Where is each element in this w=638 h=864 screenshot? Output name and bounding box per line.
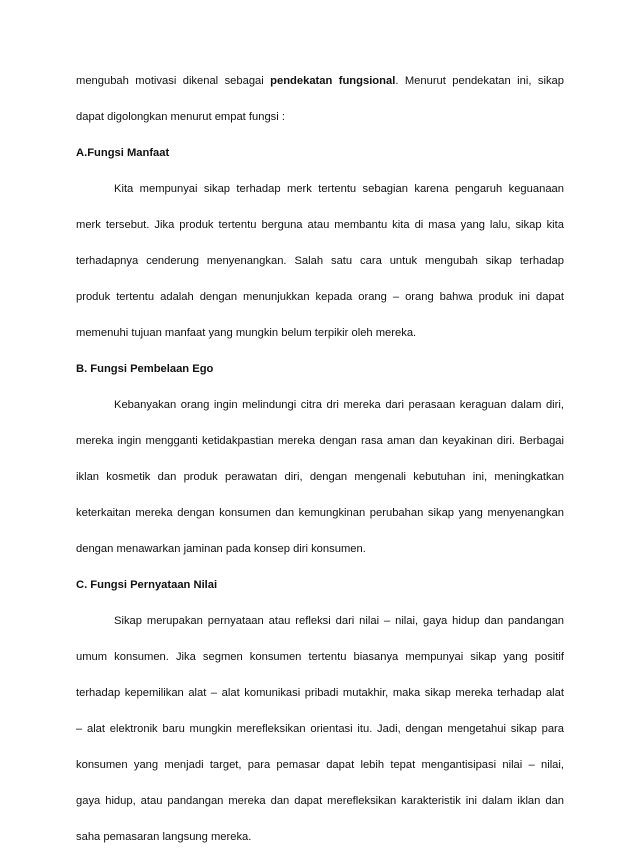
section-b-line: iklan kosmetik dan produk perawatan diri, dengan mengenali kebutuhan ini, meningkatkan [76, 471, 564, 483]
section-b-line: mereka ingin mengganti ketidakpastian mereka dengan rasa aman dan keyakinan diri. Berbagai [76, 435, 564, 447]
section-c-line: saha pemasaran langsung mereka. [76, 831, 252, 843]
intro-bold-term: pendekatan fungsional [270, 75, 396, 87]
section-b-heading: B. Fungsi Pembelaan Ego [76, 363, 214, 375]
section-a-heading: A.Fungsi Manfaat [76, 147, 170, 159]
section-a-line: Kita mempunyai sikap terhadap merk tertentu sebagian karena pengaruh keguanaan [114, 183, 564, 195]
section-a-line: terhadapnya cenderung menyenangkan. Salah satu cara untuk mengubah sikap terhadap [76, 255, 564, 267]
intro-line-1 [76, 72, 564, 90]
section-c-heading: C. Fungsi Pernyataan Nilai [76, 579, 218, 591]
section-c-line: – alat elektronik baru mungkin merefleksikan orientasi itu. Jadi, dengan mengetahui sikap para [76, 723, 564, 735]
section-b-line: dengan menawarkan jaminan pada konsep diri konsumen. [76, 543, 366, 555]
intro-text: . Menurut pendekatan ini, sikap [395, 75, 564, 87]
intro-line-2: dapat digolongkan menurut empat fungsi : [76, 111, 285, 123]
section-c-line: umum konsumen. Jika segmen konsumen tertentu biasanya mempunyai sikap yang positif [76, 651, 564, 663]
section-a-line: merk tersebut. Jika produk tertentu berguna atau membantu kita di masa yang lalu, sikap kita [76, 219, 564, 231]
section-b-line: keterkaitan mereka dengan konsumen dan kemungkinan perubahan sikap yang menyenangkan [76, 507, 564, 519]
section-b-line: Kebanyakan orang ingin melindungi citra dri mereka dari perasaan keraguan dalam diri, [114, 399, 564, 411]
section-a-line: memenuhi tujuan manfaat yang mungkin belum terpikir oleh mereka. [76, 327, 417, 339]
section-a-line: produk tertentu adalah dengan menunjukkan kepada orang – orang bahwa produk ini dapat [76, 291, 564, 303]
section-c-line: gaya hidup, atau pandangan mereka dan dapat merefleksikan karakteristik ini dalam iklan dan [76, 795, 564, 807]
intro-text: mengubah motivasi dikenal sebagai [76, 75, 271, 87]
section-c-line: Sikap merupakan pernyataan atau refleksi dari nilai – nilai, gaya hidup dan pandangan [114, 615, 564, 627]
document-page [76, 72, 564, 864]
section-c-line: konsumen yang menjadi target, para pemasar dapat lebih tepat mengantisipasi nilai – nilai, [76, 759, 564, 771]
section-c-line: terhadap kepemilikan alat – alat komunikasi pribadi mutakhir, maka sikap mereka terhadap alat [76, 687, 564, 699]
